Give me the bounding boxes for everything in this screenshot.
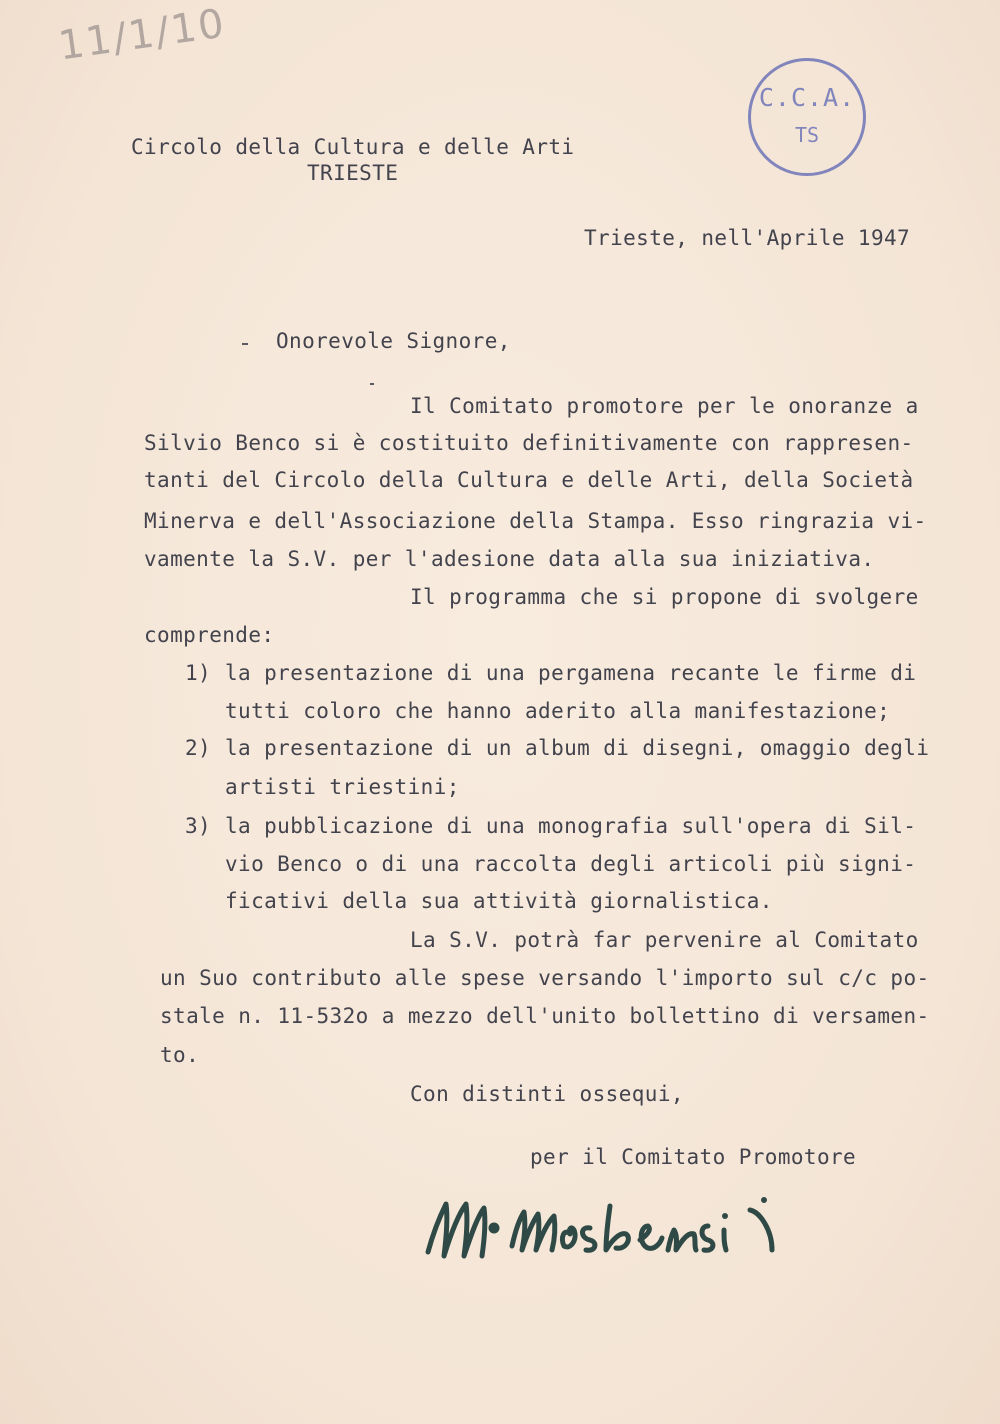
paragraph-1-line: Minerva e dell'Associazione della Stampa. Esso ringrazia vi- — [144, 509, 927, 533]
list-item-line: tutti coloro che hanno aderito alla manifestazione; — [225, 699, 891, 723]
pencil-archive-note: 11/1/10 — [55, 0, 229, 70]
paragraph-2-line: Il programma che si propone di svolgere — [410, 585, 919, 609]
stray-mark — [242, 343, 248, 345]
stamp-line-2: TS — [794, 123, 820, 147]
cca-ts-stamp — [748, 58, 866, 176]
salutation: Onorevole Signore, — [276, 329, 511, 353]
list-item-line: artisti triestini; — [225, 775, 460, 799]
list-item-line: la presentazione di una pergamena recante le firme di — [225, 661, 917, 685]
list-item-number: 1) — [185, 661, 212, 685]
paragraph-3-line: to. — [160, 1043, 200, 1067]
paragraph-3-line: La S.V. potrà far pervenire al Comitato — [410, 928, 919, 952]
letter-date: Trieste, nell'Aprile 1947 — [584, 226, 911, 250]
list-item-line: la presentazione di un album di disegni, omaggio degli — [225, 736, 930, 760]
header-city: TRIESTE — [307, 161, 399, 185]
list-item-number: 2) — [185, 736, 212, 760]
paragraph-3-line: un Suo contributo alle spese versando l'importo sul c/c po- — [160, 966, 930, 990]
paragraph-1-line: Il Comitato promotore per le onoranze a — [410, 394, 919, 418]
list-item-line: la pubblicazione di una monografia sull'opera di Sil- — [225, 814, 917, 838]
stray-mark — [370, 383, 374, 385]
header-org-name: Circolo della Cultura e delle Arti — [131, 135, 575, 159]
list-item-line: ficativi della sua attività giornalistica. — [225, 889, 773, 913]
paragraph-3-line: stale n. 11-532o a mezzo dell'unito bollettino di versamen- — [160, 1004, 930, 1028]
paragraph-1-line: vamente la S.V. per l'adesione data alla sua iniziativa. — [144, 547, 875, 571]
list-item-number: 3) — [185, 814, 212, 838]
paragraph-1-line: Silvio Benco si è costituito definitivamente con rappresen- — [144, 431, 914, 455]
closing: Con distinti ossequi, — [410, 1082, 684, 1106]
paragraph-2-line: comprende: — [144, 623, 275, 647]
stamp-line-1: C.C.A. — [758, 83, 856, 112]
handwritten-signature — [420, 1190, 860, 1270]
list-item-line: vio Benco o di una raccolta degli articoli più signi- — [225, 852, 917, 876]
paragraph-1-line: tanti del Circolo della Cultura e delle Arti, della Società — [144, 468, 914, 492]
signoff: per il Comitato Promotore — [530, 1145, 857, 1169]
